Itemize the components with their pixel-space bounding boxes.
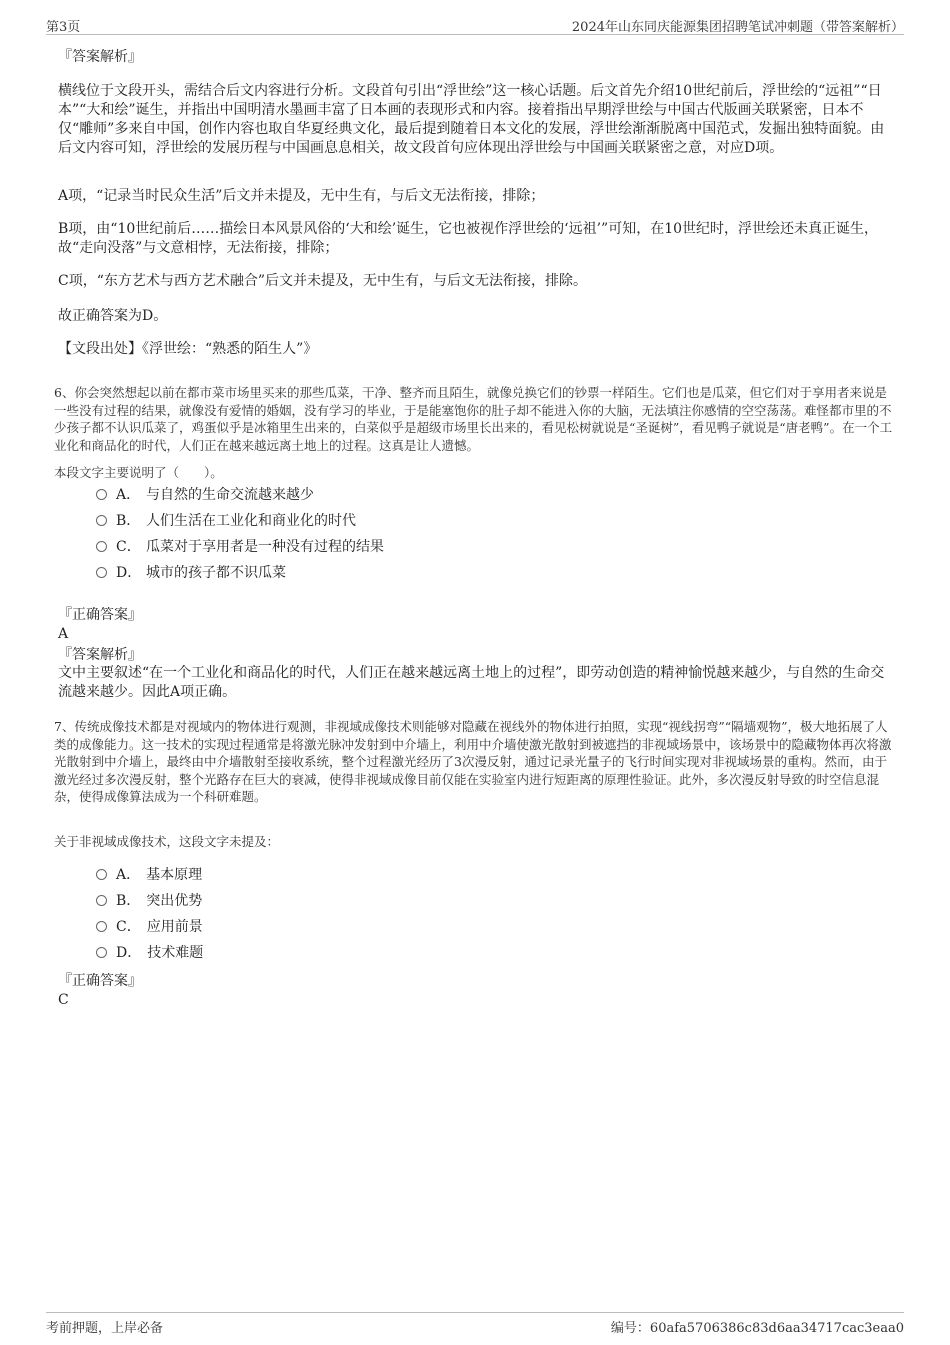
q7-option-a[interactable]: A． 基本原理 <box>96 865 202 885</box>
radio-icon[interactable] <box>96 489 107 500</box>
q7-prompt: 关于非视域成像技术，这段文字未提及： <box>54 834 280 849</box>
prev-analysis-label: 『答案解析』 <box>58 49 142 65</box>
q6-option-a[interactable]: A． 与自然的生命交流越来越少 <box>96 485 314 505</box>
footer-slogan: 考前押题，上岸必备 <box>46 1321 164 1336</box>
q7-option-d[interactable]: D． 技术难题 <box>96 943 203 963</box>
prev-analysis-paragraph: 横线位于文段开头，需结合后文内容进行分析。文段首句引出“浮世绘”这一核心话题。后文首先介绍10世纪前后，浮世绘的“远祖”“日本”“大和绘”诞生，并指出中国明清水墨画丰富了日本画的表现形式和内容。接着指出早期浮世绘与中国古代版画关联紧密，日本不仅“雕师”多来自中国，创作内容也取自华夏经典文化，最后提到随着日本文化的发展，浮世绘渐渐脱离中国范式，发掘出独特面貌。由后文内容可知，浮世绘的发展历程与中国画息息相关，故文段首句应体现出浮世绘与中国画关联紧密之意，对应D项。 <box>58 83 885 156</box>
q6-answer-label: 『正确答案』 <box>58 607 142 623</box>
q7-answer-label: 『正确答案』 <box>58 973 142 989</box>
page-number: 第3页 <box>46 20 81 35</box>
q6-option-d[interactable]: D． 城市的孩子都不识瓜菜 <box>96 563 286 583</box>
q6-option-c[interactable]: C． 瓜菜对于享用者是一种没有过程的结果 <box>96 537 384 557</box>
radio-icon[interactable] <box>96 515 107 526</box>
q7-option-b[interactable]: B． 突出优势 <box>96 891 202 911</box>
radio-icon[interactable] <box>96 895 107 906</box>
q6-stem: 6、你会突然想起以前在都市菜市场里买来的那些瓜菜，干净、整齐而且陌生，就像兑换它们的钞票一样陌生。它们也是瓜菜，但它们对于享用者来说是一些没有过程的结果，就像没有爱情的婚姻，没有学习的毕业，于是能塞饱你的肚子却不能进入你的大脑，无法填注你感情的空空荡荡。难怪都市里的不少孩子都不认识瓜菜了，鸡蛋似乎是冰箱里生出来的，白菜似乎是超级市场里长出来的，看见松树就说是“圣诞树”，看见鸭子就说是“唐老鸭”。在一个工业化和商品化的时代，人们正在越来越远离土地上的过程。这真是让人遗憾。 <box>54 385 893 453</box>
q6-option-b[interactable]: B． 人们生活在工业化和商业化的时代 <box>96 511 356 531</box>
radio-icon[interactable] <box>96 541 107 552</box>
q6-answer: A <box>58 626 69 642</box>
radio-icon[interactable] <box>96 567 107 578</box>
q6-prompt: 本段文字主要说明了（ ）。 <box>54 465 223 480</box>
prev-analysis-option-c: C项，“东方艺术与西方艺术融合”后文并未提及，无中生有，与后文无法衔接，排除。 <box>58 273 588 289</box>
q7-option-c[interactable]: C． 应用前景 <box>96 917 203 937</box>
q7-stem: 7、传统成像技术都是对视域内的物体进行观测，非视域成像技术则能够对隐藏在视线外的物体进行拍照，实现“视线拐弯”“隔墙观物”，极大地拓展了人类的成像能力。这一技术的实现过程通常是将激光脉冲发射到中介墙上，利用中介墙使激光散射到被遮挡的非视域场景中，该场景中的隐藏物体再次将激光散射到中介墙上，最终由中介墙散射至接收系统，整个过程激光经历了3次漫反射，通过记录光量子的飞行时间实现对非视域场景的重构。然而，由于激光经过多次漫反射，整个光路存在巨大的衰减，使得非视域成像目前仅能在实验室内进行短距离的原理性验证。此外，多次漫反射导致的时空信息混杂，使得成像算法成为一个科研难题。 <box>54 719 892 804</box>
q6-analysis: 文中主要叙述“在一个工业化和商品化的时代，人们正在越来越远离土地上的过程”，即劳动创造的精神愉悦越来越少，与自然的生命交流越来越少。因此A项正确。 <box>58 665 885 700</box>
document-title: 2024年山东同庆能源集团招聘笔试冲刺题（带答案解析） <box>571 20 904 35</box>
radio-icon[interactable] <box>96 921 107 932</box>
document-id: 编号：60afa5706386c83d6aa34717cac3eaa0 <box>610 1321 904 1336</box>
q6-analysis-label: 『答案解析』 <box>58 647 142 663</box>
q7-answer: C <box>58 992 69 1008</box>
prev-conclusion: 故正确答案为D。 <box>58 308 168 324</box>
radio-icon[interactable] <box>96 869 107 880</box>
prev-analysis-option-b: B项，由“10世纪前后……描绘日本风景风俗的‘大和绘’诞生，它也被视作浮世绘的‘远祖’”可知，在10世纪时，浮世绘还未真正诞生，故“走向没落”与文意相悖，无法衔接，排除； <box>58 221 879 256</box>
prev-analysis-option-a: A项，“记录当时民众生活”后文并未提及，无中生有，与后文无法衔接，排除； <box>58 188 545 204</box>
page-header <box>46 14 904 35</box>
page-footer <box>46 1312 904 1335</box>
prev-source: 【文段出处】《浮世绘：“熟悉的陌生人”》 <box>58 341 318 357</box>
radio-icon[interactable] <box>96 947 107 958</box>
